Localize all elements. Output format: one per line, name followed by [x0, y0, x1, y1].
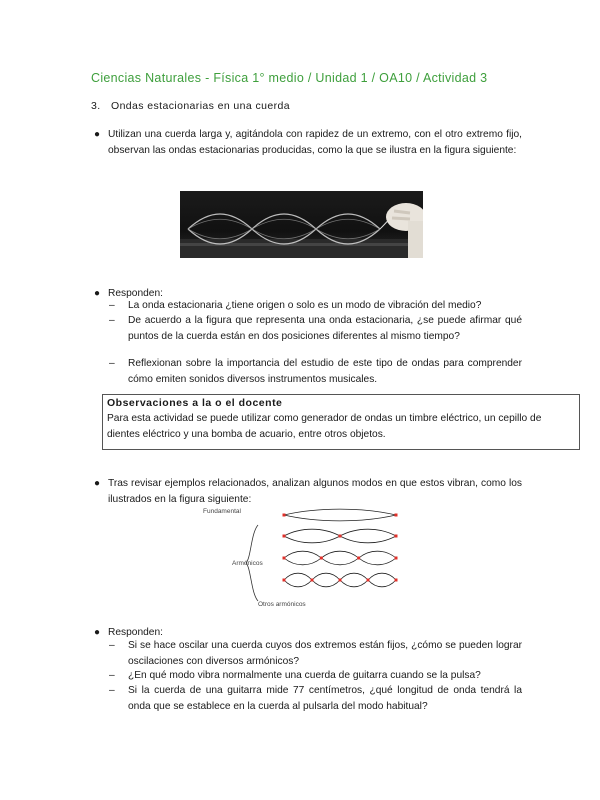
- mode-wave-line: [284, 551, 396, 565]
- mode-wave-line: [284, 515, 396, 521]
- list-item: [109, 668, 522, 684]
- page-header-breadcrumb: Ciencias Naturales - Física 1° medio / Unidad 1 / OA10 / Actividad 3: [91, 71, 488, 85]
- bullet-dot: ●: [94, 129, 101, 140]
- mode-node-marker: [395, 535, 398, 538]
- bullet-dot: ●: [94, 478, 101, 489]
- mode-node-marker: [283, 579, 286, 582]
- mode-node-marker: [357, 557, 360, 560]
- list-item-text: Si la cuerda de una guitarra mide 77 centímetros, ¿qué longitud de onda tendrá la onda que se establece en la cuerda al pulsarla del modo habitual?: [128, 685, 522, 712]
- list-item-text: ¿En qué modo vibra normalmente una cuerda de guitarra cuando se la pulsa?: [128, 670, 481, 681]
- standing-wave-photo: [180, 191, 423, 258]
- list-item-text: Si se hace oscilar una cuerda cuyos dos extremos están fijos, ¿cómo se pueden lograr oscilaciones con diversos armónicos?: [128, 640, 522, 667]
- bullet-text: Tras revisar ejemplos relacionados, analizan algunos modos en que estos vibran, como los ilustrados en la figura siguiente:: [108, 478, 522, 505]
- mode-wave-line: [284, 509, 396, 515]
- mode-node-marker: [395, 514, 398, 517]
- bullet-dot: ●: [94, 288, 101, 299]
- vibration-modes-figure: [196, 503, 406, 608]
- list-dash: –: [109, 358, 115, 369]
- list-item-text: Reflexionan sobre la importancia del estudio de este tipo de ondas para comprender cómo emiten sonidos diversos instrumentos musicales.: [128, 358, 522, 385]
- mode-node-marker: [367, 579, 370, 582]
- section-title: [91, 100, 290, 112]
- list-dash: –: [109, 685, 115, 696]
- other-harmonics-label: Otros armónicos: [258, 601, 306, 608]
- mode-node-marker: [283, 514, 286, 517]
- observations-text: Para esta actividad se puede utilizar como generador de ondas un timbre eléctrico, un cepillo de dientes eléctrico y una bomba de acuario, entre otros objetos.: [107, 413, 542, 440]
- observations-title: Observaciones a la o el docente: [107, 397, 283, 409]
- mode-node-marker: [311, 579, 314, 582]
- list-dash: –: [109, 640, 115, 651]
- bullet-observe-waves: [94, 127, 522, 158]
- mode-node-marker: [339, 579, 342, 582]
- harmonics-label: Armónicos: [232, 560, 263, 567]
- bullet-label: Responden:: [108, 627, 163, 638]
- list-dash: –: [109, 670, 115, 681]
- list-item: [109, 298, 522, 314]
- bullet-label: Responden:: [108, 288, 163, 299]
- section-title-text: Ondas estacionarias en una cuerda: [111, 100, 290, 112]
- mode-node-marker: [339, 535, 342, 538]
- list-item: [109, 683, 522, 714]
- list-dash: –: [109, 315, 115, 326]
- fundamental-label: Fundamental: [203, 508, 241, 515]
- list-item-text: De acuerdo a la figura que representa una onda estacionaria, ¿se puede afirmar qué puntos de la cuerda están en dos posiciones diferentes al mismo tiempo?: [128, 315, 522, 342]
- mode-node-marker: [283, 557, 286, 560]
- bullet-dot: ●: [94, 627, 101, 638]
- list-dash: –: [109, 300, 115, 311]
- list-item-text: La onda estacionaria ¿tiene origen o solo es un modo de vibración del medio?: [128, 300, 482, 311]
- mode-node-marker: [395, 557, 398, 560]
- teacher-observations-box: [102, 394, 580, 450]
- mode-node-marker: [283, 535, 286, 538]
- list-item: [109, 313, 522, 344]
- section-number: 3.: [91, 100, 101, 112]
- mode-wave-line: [284, 551, 396, 565]
- list-item: [109, 356, 522, 387]
- list-item: [109, 638, 522, 669]
- mode-node-marker: [395, 579, 398, 582]
- bullet-text: Utilizan una cuerda larga y, agitándola con rapidez de un extremo, con el otro extremo fijo, observan las ondas estacionarias producidas, como la que se ilustra en la figura siguiente:: [108, 129, 522, 156]
- standing-wave-photo-graphic: [180, 191, 423, 258]
- mode-node-marker: [320, 557, 323, 560]
